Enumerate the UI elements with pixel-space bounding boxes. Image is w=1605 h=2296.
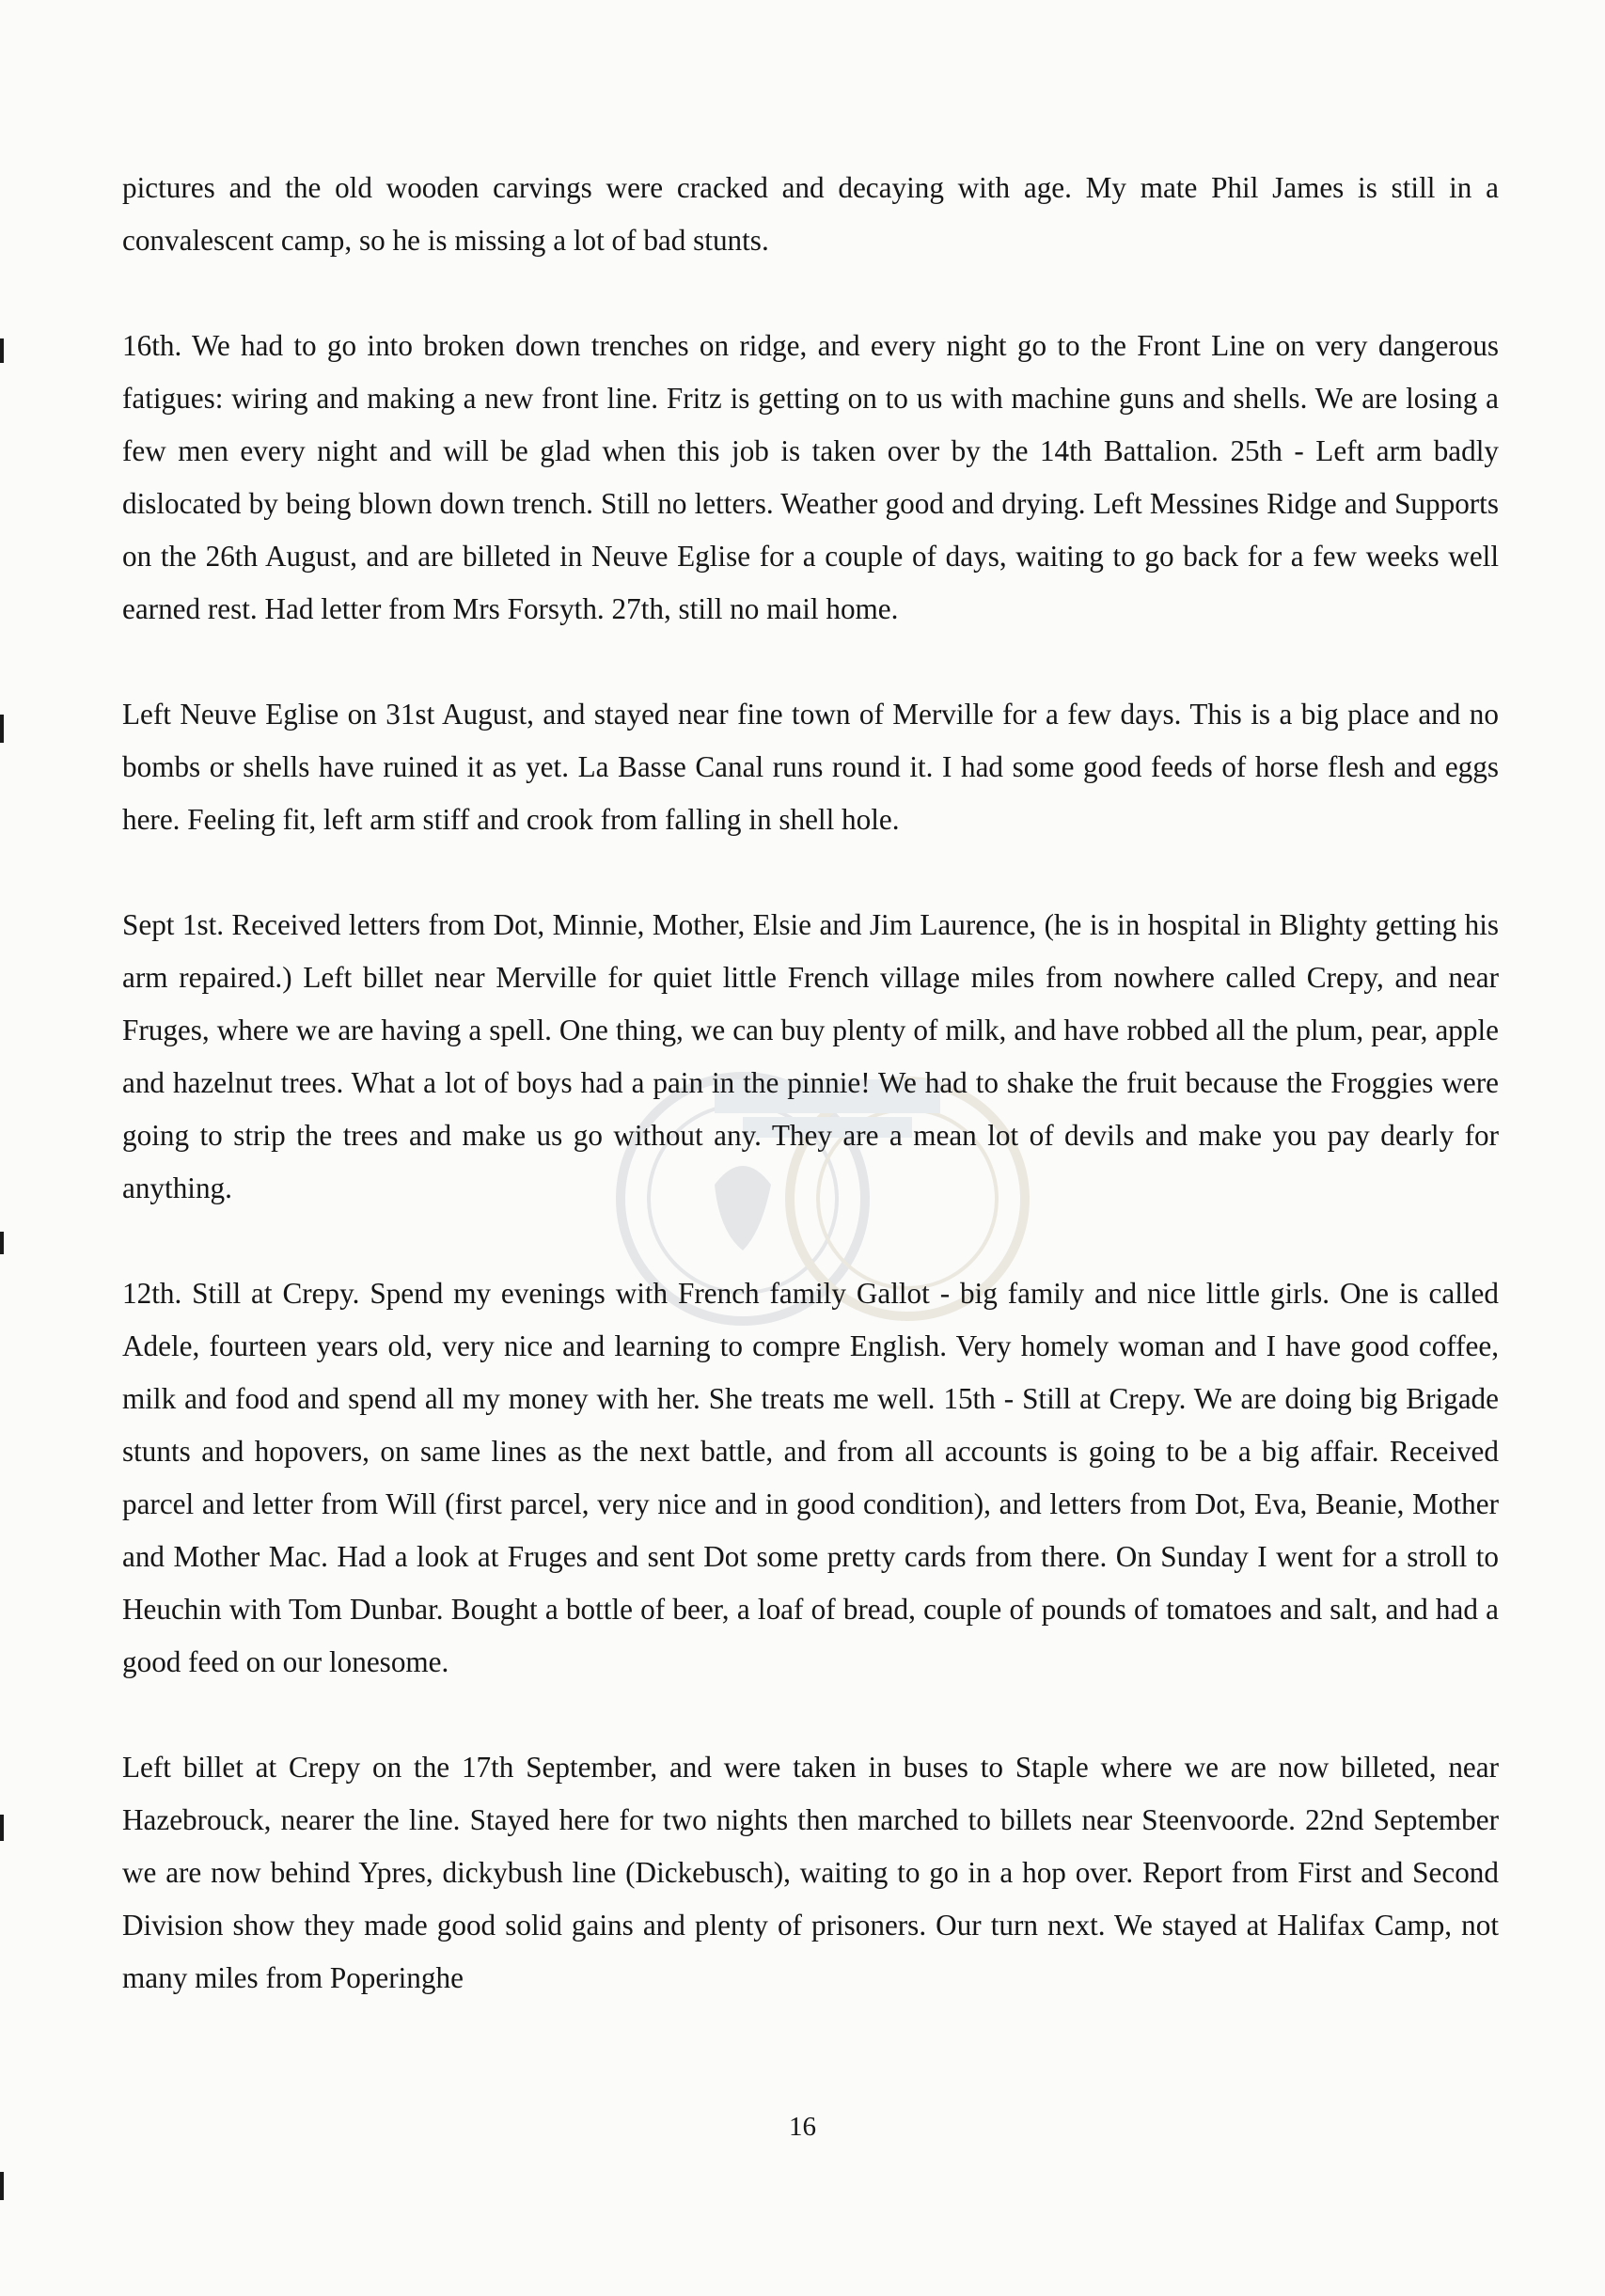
paragraph: Left billet at Crepy on the 17th September, and were taken in buses to Staple where we are now billeted, near Hazebrouck, nearer the line. Stayed here for two nights then marched to billets near Steenvoorde. 22nd September we are now behind Ypres, dickybush line (Dickebusch), waiting to go in a hop over. Report from First and Second Division show they made good solid gains and plenty of prisoners. Our turn next. We stayed at Halifax Camp, not many miles from Poperinghe: [122, 1751, 1499, 1994]
page-number: 16: [789, 2112, 816, 2142]
diary-page-text: [122, 162, 1499, 2005]
scan-edge-mark: [0, 715, 4, 743]
paragraph: Sept 1st. Received letters from Dot, Minnie, Mother, Elsie and Jim Laurence, (he is in hospital in Blighty getting his arm repaired.) Left billet near Merville for quiet little French village miles from nowhere called Crepy, and near Fruges, where we are having a spell. One thing, we can buy plenty of milk, and have robbed all the plum, pear, apple and hazelnut trees. What a lot of boys had a pain in the pinnie! We had to shake the fruit because the Froggies were going to strip the trees and make us go without any. They are a mean lot of devils and make you pay dearly for anything.: [122, 908, 1499, 1204]
scan-edge-mark: [0, 1232, 4, 1254]
scan-edge-mark: [0, 338, 4, 363]
paragraph: 16th. We had to go into broken down trenches on ridge, and every night go to the Front Line on very dangerous fatigues: wiring and making a new front line. Fritz is getting on to us with machine guns and shells. We are losing a few men every night and will be glad when this job is taken over by the 14th Battalion. 25th - Left arm badly dislocated by being blown down trench. Still no letters. Weather good and drying. Left Messines Ridge and Supports on the 26th August, and are billeted in Neuve Eglise for a couple of days, waiting to go back for a few weeks well earned rest. Had letter from Mrs Forsyth. 27th, still no mail home.: [122, 329, 1499, 625]
scan-edge-mark: [0, 1815, 4, 1841]
paragraph: Left Neuve Eglise on 31st August, and stayed near fine town of Merville for a few days. This is a big place and no bombs or shells have ruined it as yet. La Basse Canal runs round it. I had some good feeds of horse flesh and eggs here. Feeling fit, left arm stiff and crook from falling in shell hole.: [122, 698, 1499, 836]
paragraph: pictures and the old wooden carvings were cracked and decaying with age. My mate Phil James is still in a convalescent camp, so he is missing a lot of bad stunts.: [122, 171, 1499, 257]
scan-edge-mark: [0, 2172, 4, 2200]
paragraph: 12th. Still at Crepy. Spend my evenings with French family Gallot - big family and nice little girls. One is called Adele, fourteen years old, very nice and learning to compre English. Very homely woman and I have good coffee, milk and food and spend all my money with her. She treats me well. 15th - Still at Crepy. We are doing big Brigade stunts and hopovers, on same lines as the next battle, and from all accounts is going to be a big affair. Received parcel and letter from Will (first parcel, very nice and in good condition), and letters from Dot, Eva, Beanie, Mother and Mother Mac. Had a look at Fruges and sent Dot some pretty cards from there. On Sunday I went for a stroll to Heuchin with Tom Dunbar. Bought a bottle of beer, a loaf of bread, couple of pounds of tomatoes and salt, and had a good feed on our lonesome.: [122, 1277, 1499, 1678]
